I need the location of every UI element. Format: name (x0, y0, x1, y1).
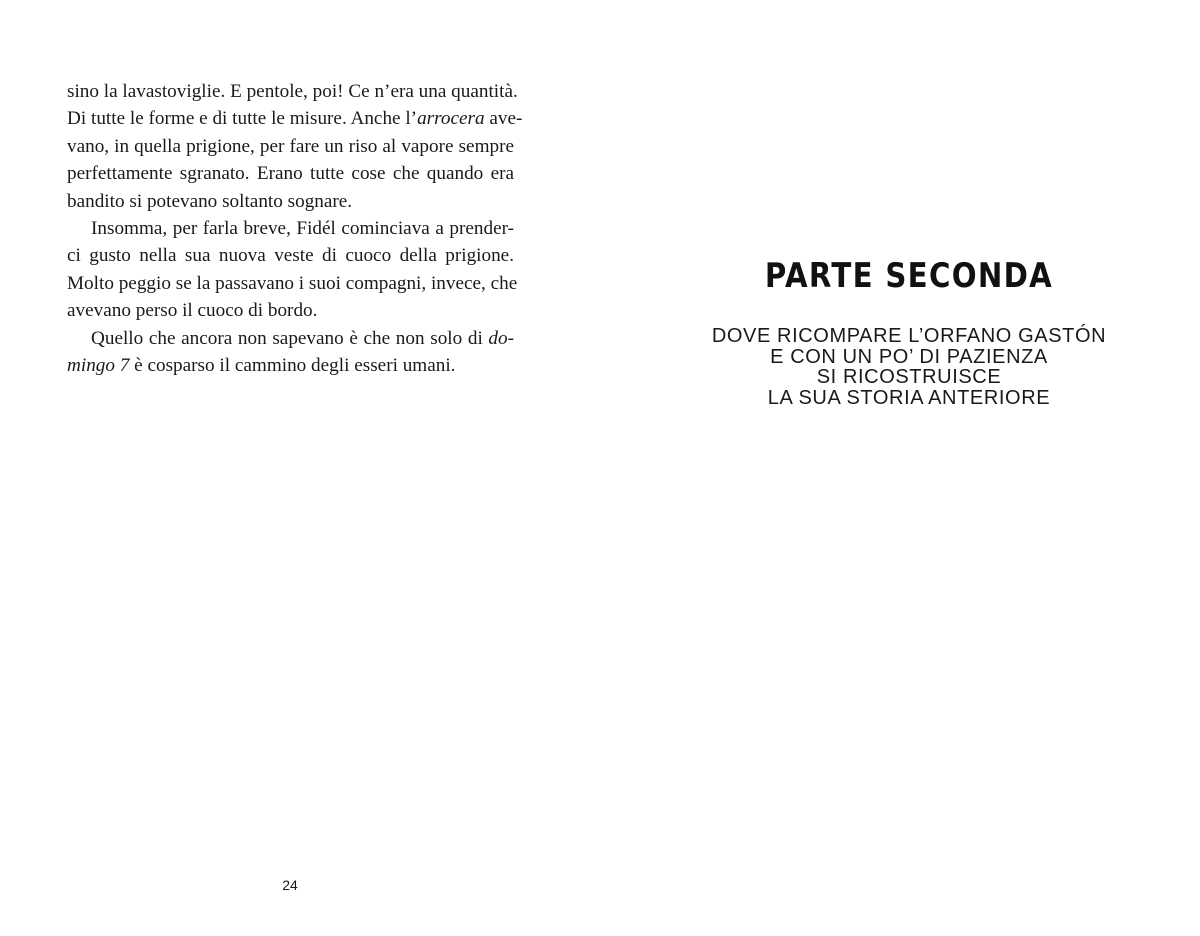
part-subtitle (600, 326, 1200, 408)
text-line: Quello che ancora non sapevano è che non solo di do- (91, 327, 514, 349)
subtitle-line: LA SUA STORIA ANTERIORE (767, 386, 1051, 409)
subtitle-line: SI RICOSTRUISCE (816, 366, 1002, 388)
text-line: ci gusto nella sua nuova veste di cuoco della prigione. (67, 245, 514, 267)
text-line: avevano perso il cuoco di bordo. (67, 300, 318, 322)
text-line: Molto peggio se la passavano i suoi compagni, invece, che (67, 272, 518, 294)
text-line: vano, in quella prigione, per fare un riso al vapore sempre (67, 135, 514, 157)
subtitle-line: E CON UN PO’ DI PAZIENZA (770, 345, 1048, 368)
right-page (600, 0, 1200, 936)
subtitle-line: DOVE RICOMPARE L’ORFANO GASTÓN (711, 325, 1107, 347)
text-line: Insomma, per farla breve, Fidél cominciava a prender- (91, 218, 514, 240)
page-number: 24 (282, 877, 298, 893)
text-line: perfettamente sgranato. Erano tutte cose che quando era (67, 163, 514, 185)
text-line: sino la lavastoviglie. E pentole, poi! Ce n’era una quantità. (67, 81, 518, 102)
text-line: Di tutte le forme e di tutte le misure. Anche l’arrocera ave- (67, 108, 523, 130)
part-title: PARTE SECONDA (764, 256, 1054, 296)
text-line: mingo 7 è cosparso il cammino degli esseri umani. (67, 355, 456, 377)
text-line: bandito si potevano soltanto sognare. (67, 190, 353, 212)
body-text (67, 78, 523, 379)
